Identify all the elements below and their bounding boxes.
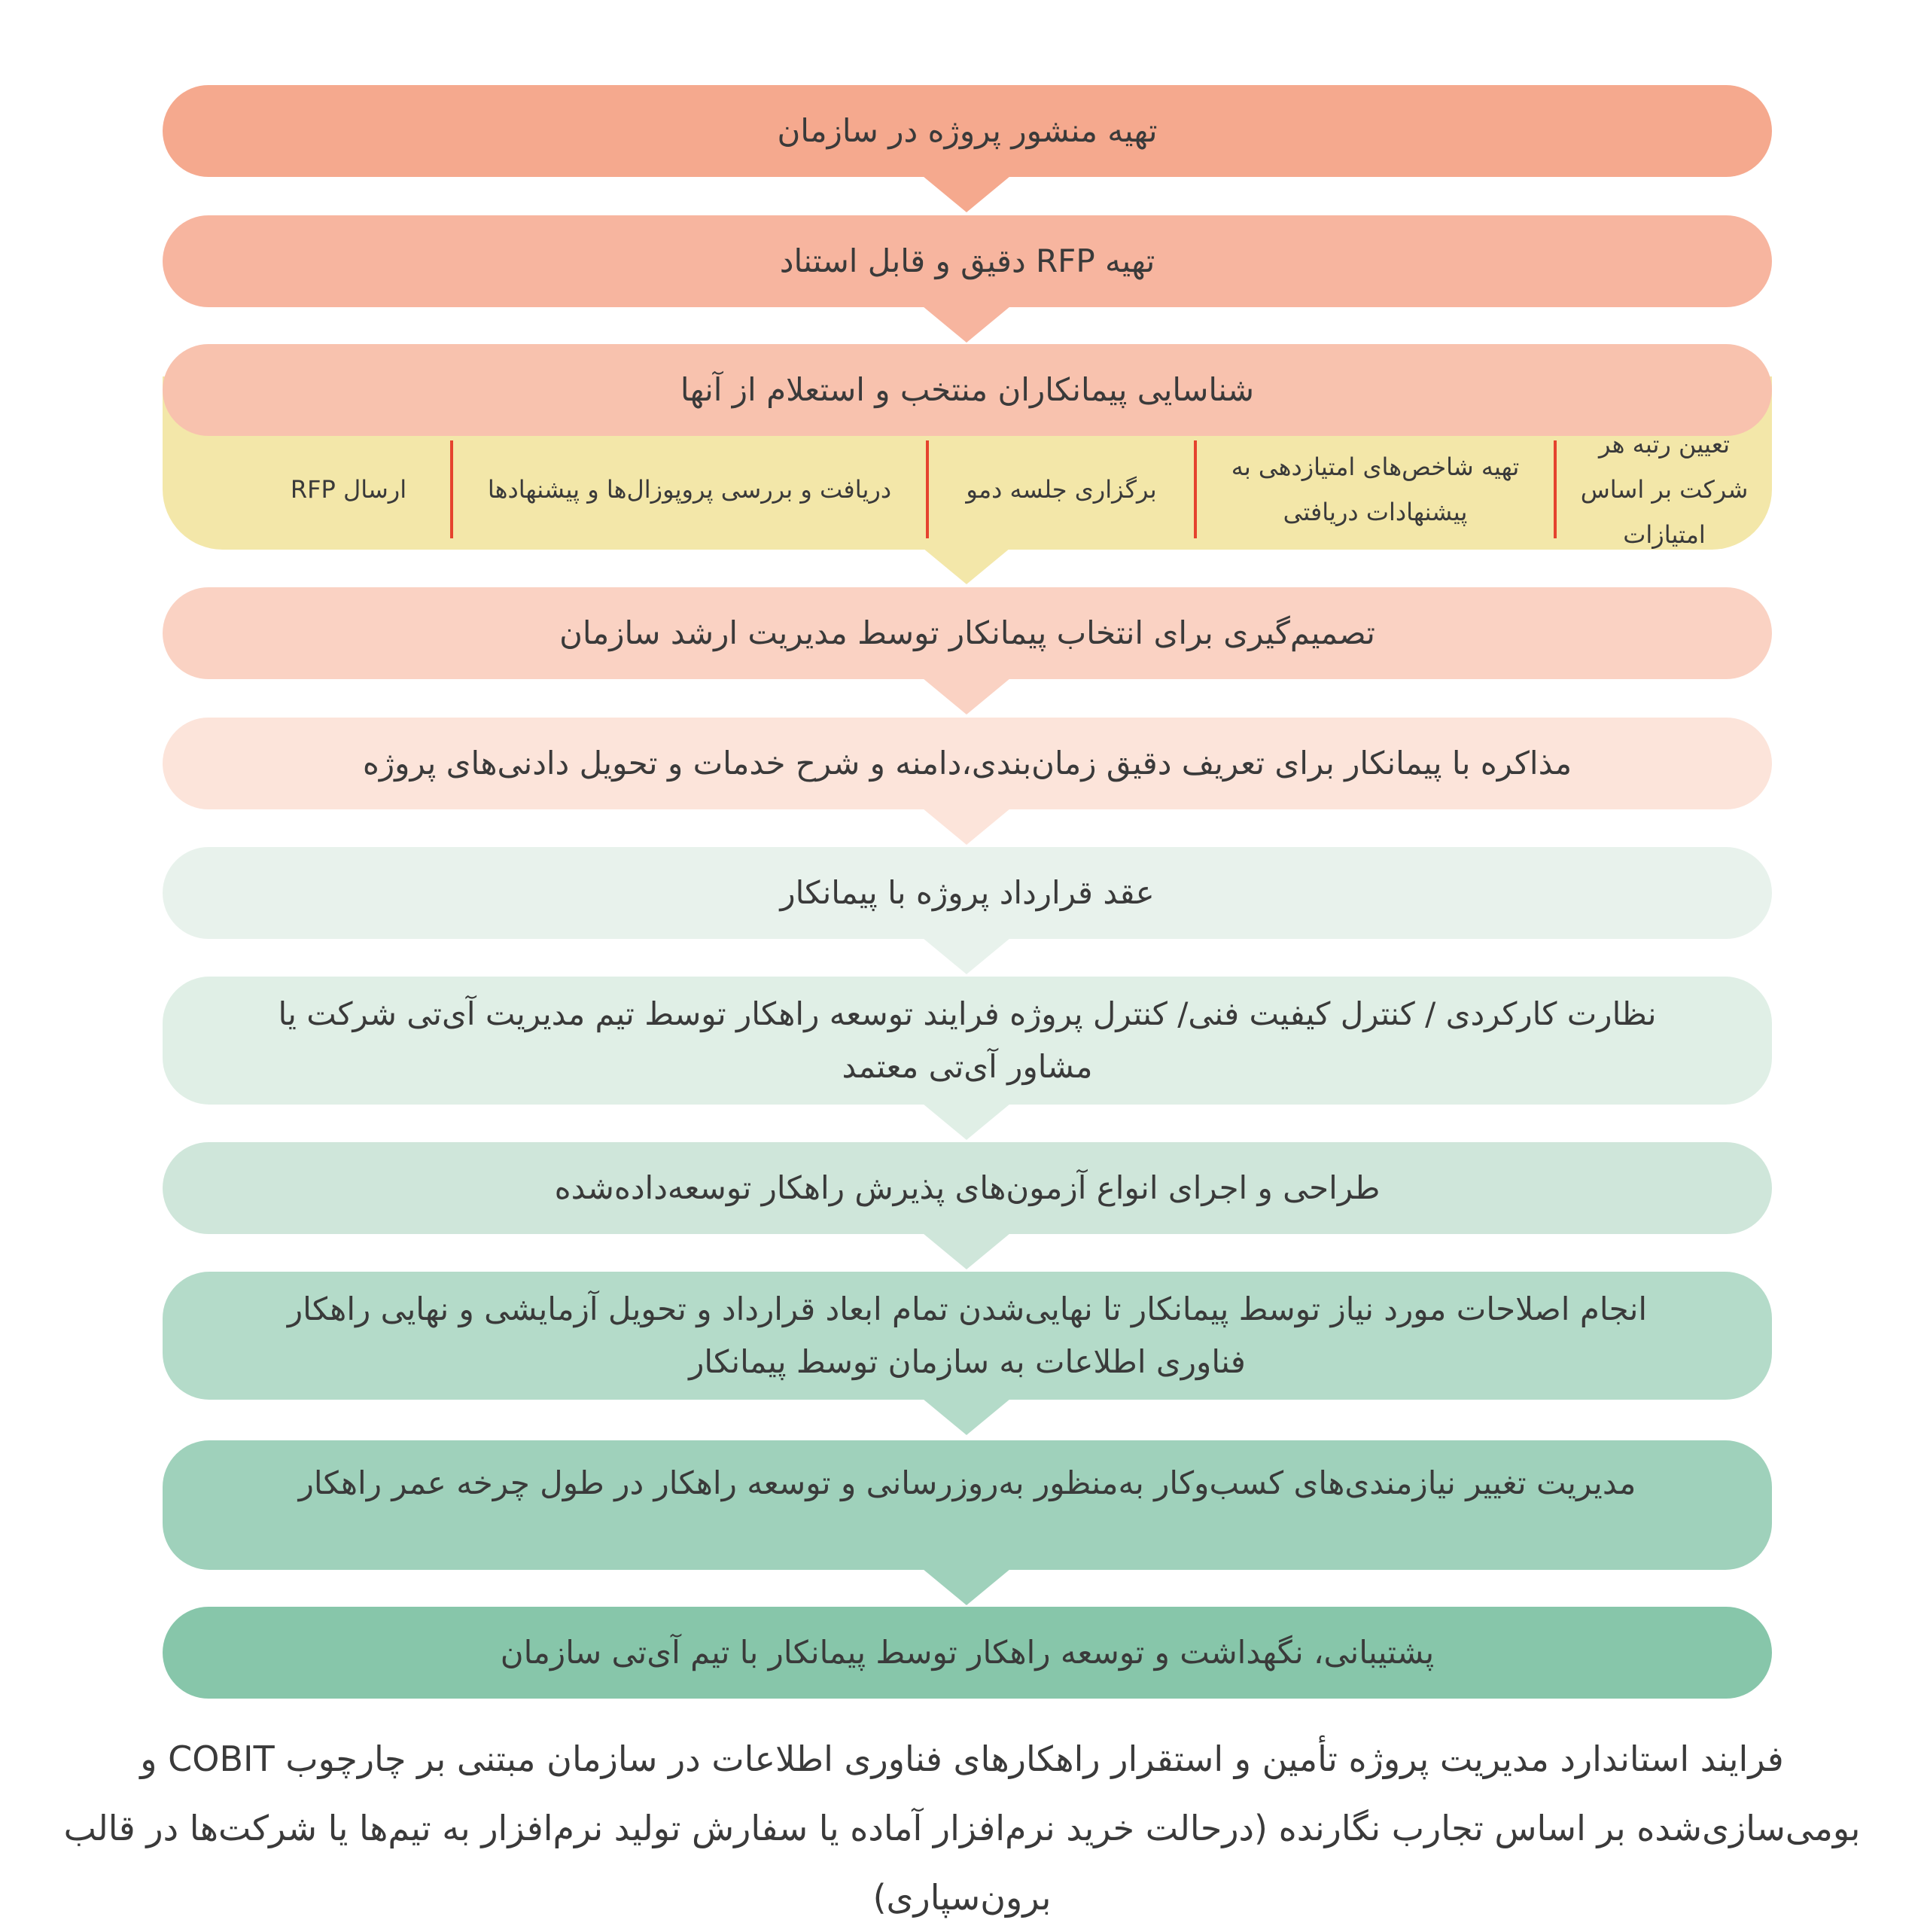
step-9-corrections-delivery — [163, 1272, 1772, 1400]
step-10-change-management — [163, 1440, 1772, 1570]
step-3-identify-contractors — [163, 344, 1772, 436]
flow-arrow-1 — [923, 176, 1010, 212]
flow-arrow-7 — [923, 1104, 1010, 1140]
substep-scoring-criteria — [1197, 440, 1554, 538]
step-10-label: مدیریت تغییر نیازمندی‌های کسب‌وکار به‌منظور به‌روزرسانی و توسعه راهکار در طول چرخه عمر راهکار — [298, 1464, 1636, 1501]
flow-arrow-2 — [923, 306, 1010, 343]
step-8-label: طراحی و اجرای انواع آزمون‌های پذیرش راهکار توسعه‌داده‌شده — [554, 1169, 1381, 1206]
step-7-supervision — [163, 977, 1772, 1105]
flow-arrow-6 — [923, 938, 1010, 974]
step-1-label: تهیه منشور پروژه در سازمان — [777, 112, 1158, 149]
substeps-row — [163, 430, 1772, 549]
substep-review-proposals — [453, 440, 926, 538]
substep-rank-companies — [1557, 430, 1772, 549]
flow-arrow-4 — [923, 678, 1010, 715]
step-6-label: عقد قرارداد پروژه با پیمانکار — [780, 874, 1155, 911]
substep-send-rfp-label: ارسال RFP — [290, 475, 407, 504]
flow-arrow-8 — [923, 1233, 1010, 1269]
step-4-selection-decision — [163, 587, 1772, 679]
substep-demo-session-label: برگزاری جلسه دمو — [966, 475, 1157, 504]
substep-scoring-criteria-label: تهیه شاخص‌های امتیازدهی به پیشنهادات دریافتی — [1231, 453, 1520, 526]
step-4-label: تصمیم‌گیری برای انتخاب پیمانکار توسط مدیریت ارشد سازمان — [559, 614, 1375, 651]
flow-arrow-10 — [923, 1569, 1010, 1605]
step-8-acceptance-tests — [163, 1142, 1772, 1234]
figure-caption: فرایند استاندارد مدیریت پروژه تأمین و استقرار راهکارهای فناوری اطلاعات در سازمان مبتنی بر چارچوب COBIT و بومی‌سازی‌شده بر اساس تجارب نگارنده (درحالت خرید نرم‌افزار آماده یا سفارش تولید نرم‌افزار به تیم‌ها یا شرکت‌ها در قالب برون‌سپاری) — [63, 1738, 1861, 1918]
substep-review-proposals-label: دریافت و بررسی پروپوزال‌ها و پیشنهادها — [487, 475, 892, 504]
step-7-label: نظارت کارکردی / کنترل کیفیت فنی/ کنترل پروژه فرایند توسعه راهکار توسط تیم مدیریت آی‌تی شرکت یا مشاور آی‌تی معتمد — [278, 995, 1657, 1085]
step-11-label: پشتیبانی، نگهداشت و توسعه راهکار توسط پیمانکار با تیم آی‌تی سازمان — [500, 1634, 1435, 1671]
substep-rank-companies-label: تعیین رتبه هر شرکت بر اساس امتیازات — [1580, 430, 1749, 549]
step-1-project-charter — [163, 85, 1772, 177]
step-11-support-maintenance — [163, 1607, 1772, 1699]
flow-arrow-9 — [923, 1399, 1010, 1435]
step-2-rfp — [163, 215, 1772, 307]
step-6-contract — [163, 847, 1772, 939]
step-5-negotiation — [163, 718, 1772, 809]
step-5-label: مذاکره با پیمانکار برای تعریف دقیق زمان‌بندی،دامنه و شرح خدمات و تحویل دادنی‌های پروژه — [362, 745, 1572, 782]
step-2-label: تهیه RFP دقیق و قابل استناد — [779, 242, 1155, 279]
flow-arrow-5 — [923, 809, 1010, 845]
step-9-label: انجام اصلاحات مورد نیاز توسط پیمانکار تا نهایی‌شدن تمام ابعاد قرارداد و تحویل آزمایشی و نهایی راهکار فناوری اطلاعات به سازمان توسط پیمانکار — [287, 1291, 1648, 1380]
flow-arrow-3 — [923, 548, 1010, 584]
substep-send-rfp — [247, 440, 450, 538]
step-3-label: شناسایی پیمانکاران منتخب و استعلام از آنها — [680, 371, 1255, 408]
substep-demo-session — [929, 440, 1194, 538]
